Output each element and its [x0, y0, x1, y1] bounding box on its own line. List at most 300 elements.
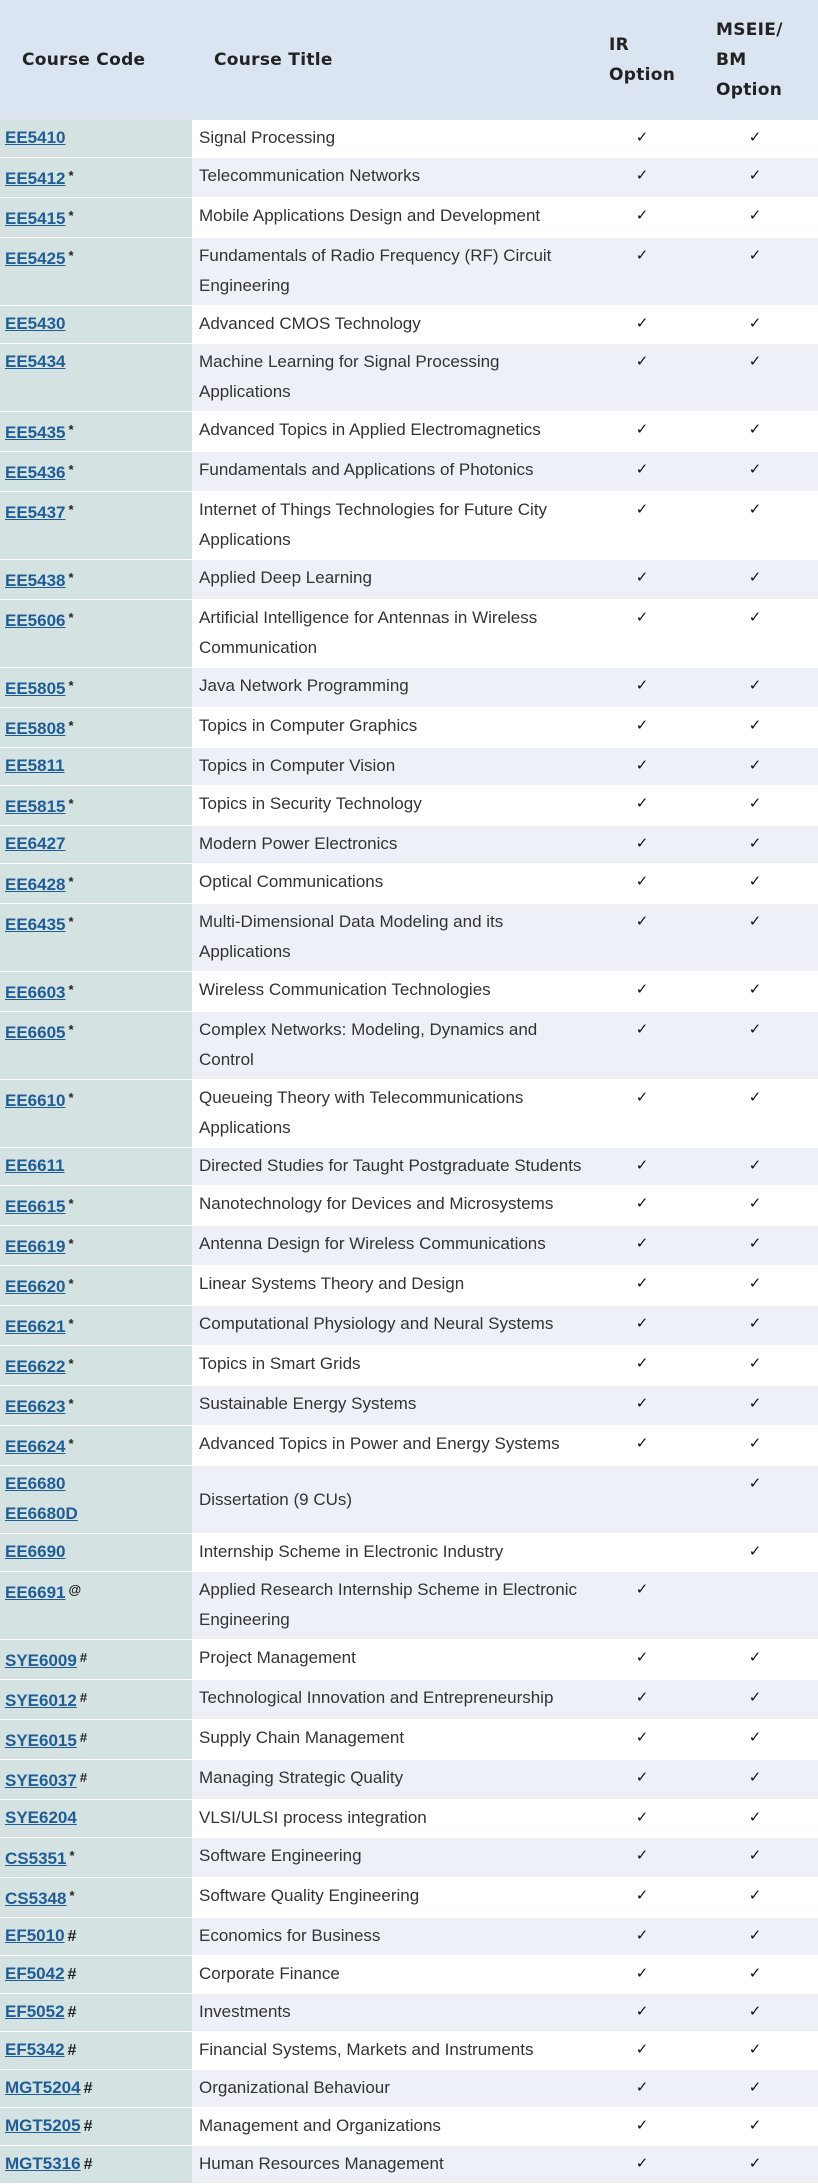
ir-option-cell	[592, 1386, 692, 1426]
course-code-link[interactable]: SYE6012	[5, 1691, 77, 1710]
header-ir-line: IR	[609, 35, 630, 55]
course-title-cell	[192, 826, 592, 864]
course-code-line	[5, 2111, 191, 2142]
header-course-title: Course Title	[214, 50, 333, 70]
course-code-line	[5, 563, 191, 596]
course-footnote-mark: *	[68, 1396, 74, 1411]
course-title-cell	[192, 1878, 592, 1918]
course-code-cell	[0, 1012, 192, 1080]
header-ms-line: Option	[716, 80, 783, 100]
check-mark-icon: ✓	[635, 2079, 649, 2096]
course-code-link[interactable]: CS5351	[5, 1849, 67, 1868]
check-mark-icon: ✓	[635, 207, 649, 224]
mseie-bm-option-cell	[692, 904, 818, 972]
course-code-cell	[0, 668, 192, 708]
course-title-cell	[192, 1386, 592, 1426]
check-mark-icon: ✓	[635, 873, 649, 890]
mseie-bm-option-cell	[692, 1148, 818, 1186]
course-code-cell	[0, 1306, 192, 1346]
check-mark-icon: ✓	[748, 247, 762, 264]
table-row	[0, 708, 818, 748]
course-title-line: Engineering	[199, 276, 290, 295]
course-footnote-mark: *	[68, 796, 74, 811]
check-mark-icon: ✓	[635, 421, 649, 438]
check-mark-icon: ✓	[635, 1847, 649, 1864]
course-code-cell	[0, 2108, 192, 2146]
ir-option-cell	[592, 1878, 692, 1918]
course-code-cell	[0, 306, 192, 344]
course-code-link[interactable]: EE6680	[5, 1474, 66, 1493]
course-code-line	[5, 975, 191, 1008]
course-code-cell	[0, 748, 192, 786]
ir-option-cell	[592, 2032, 692, 2070]
mseie-bm-option-cell	[692, 1720, 818, 1760]
ir-option-cell	[592, 1800, 692, 1838]
check-mark-icon: ✓	[748, 1475, 762, 1492]
check-mark-icon: ✓	[635, 1581, 649, 1598]
check-mark-icon: ✓	[748, 981, 762, 998]
course-title-cell	[192, 1800, 592, 1838]
ir-option-cell	[592, 306, 692, 344]
course-code-line	[5, 1229, 191, 1262]
check-mark-icon: ✓	[635, 2155, 649, 2172]
course-code-line	[5, 2073, 191, 2104]
check-mark-icon: ✓	[748, 315, 762, 332]
course-title-cell	[192, 412, 592, 452]
check-mark-icon: ✓	[635, 1089, 649, 1106]
table-row	[0, 238, 818, 306]
table-row	[0, 1466, 818, 1534]
mseie-bm-option-cell	[692, 492, 818, 560]
course-code-link[interactable]: EE5808	[5, 719, 66, 738]
ir-option-cell	[592, 904, 692, 972]
check-mark-icon: ✓	[748, 873, 762, 890]
check-mark-icon: ✓	[748, 677, 762, 694]
course-title-line: Corporate Finance	[199, 1964, 340, 1983]
table-row	[0, 1800, 818, 1838]
check-mark-icon: ✓	[748, 1965, 762, 1982]
check-mark-icon: ✓	[748, 1355, 762, 1372]
table-row	[0, 1080, 818, 1148]
course-code-link[interactable]: EF5052	[5, 2002, 65, 2021]
course-footnote-mark: *	[68, 610, 74, 625]
check-mark-icon: ✓	[748, 1927, 762, 1944]
course-title-line: Managing Strategic Quality	[199, 1768, 404, 1787]
course-footnote-mark: #	[79, 1690, 88, 1705]
course-title-cell	[192, 1760, 592, 1800]
course-code-link[interactable]: EE6623	[5, 1397, 66, 1416]
mseie-bm-option-cell	[692, 1572, 818, 1640]
course-code-link[interactable]: EE6690	[5, 1542, 66, 1561]
check-mark-icon: ✓	[635, 981, 649, 998]
course-footnote-mark: #	[67, 1928, 77, 1945]
check-mark-icon: ✓	[635, 757, 649, 774]
ir-option-cell	[592, 668, 692, 708]
course-title-cell	[192, 1956, 592, 1994]
check-mark-icon: ✓	[635, 717, 649, 734]
check-mark-icon: ✓	[635, 129, 649, 146]
course-code-link[interactable]: EE6615	[5, 1197, 66, 1216]
course-footnote-mark: *	[68, 1090, 74, 1105]
course-title-line: Human Resources Management	[199, 2154, 444, 2173]
mseie-bm-option-cell	[692, 668, 818, 708]
course-code-link[interactable]: EE5430	[5, 314, 66, 333]
table-row	[0, 1386, 818, 1426]
mseie-bm-option-cell	[692, 1186, 818, 1226]
course-code-link[interactable]: EE5415	[5, 209, 66, 228]
ir-option-cell	[592, 1640, 692, 1680]
table-header-row	[0, 0, 818, 120]
course-footnote-mark: *	[68, 570, 74, 585]
course-title-line: Advanced Topics in Applied Electromagnetics	[199, 420, 541, 439]
course-code-cell	[0, 1426, 192, 1466]
ir-option-cell	[592, 120, 692, 158]
course-code-link[interactable]: EE6428	[5, 875, 66, 894]
ir-option-cell	[592, 1838, 692, 1878]
header-mseie-bm-option	[692, 0, 818, 120]
course-code-link[interactable]: EE5434	[5, 352, 66, 371]
course-code-cell	[0, 158, 192, 198]
course-title-cell	[192, 1918, 592, 1956]
course-code-link[interactable]: EE6603	[5, 983, 66, 1002]
mseie-bm-option-cell	[692, 2108, 818, 2146]
course-code-link[interactable]: EE5437	[5, 503, 66, 522]
course-code-line	[5, 1151, 191, 1181]
course-code-cell	[0, 972, 192, 1012]
mseie-bm-option-cell	[692, 1800, 818, 1838]
check-mark-icon: ✓	[635, 461, 649, 478]
course-title-line: Computational Physiology and Neural Systems	[199, 1314, 554, 1333]
mseie-bm-option-cell	[692, 198, 818, 238]
mseie-bm-option-cell	[692, 452, 818, 492]
table-row	[0, 1760, 818, 1800]
table-row	[0, 1956, 818, 1994]
course-code-cell	[0, 1572, 192, 1640]
table-row	[0, 492, 818, 560]
course-code-link[interactable]: EE5811	[5, 756, 65, 775]
check-mark-icon: ✓	[635, 795, 649, 812]
course-code-cell	[0, 1148, 192, 1186]
table-row	[0, 2108, 818, 2146]
table-row	[0, 2070, 818, 2108]
mseie-bm-option-cell	[692, 1012, 818, 1080]
table-row	[0, 2032, 818, 2070]
mseie-bm-option-cell	[692, 972, 818, 1012]
course-code-link[interactable]: EF5010	[5, 1926, 65, 1945]
course-footnote-mark: *	[68, 462, 74, 477]
course-code-line	[5, 1349, 191, 1382]
check-mark-icon: ✓	[748, 1769, 762, 1786]
mseie-bm-option-cell	[692, 1080, 818, 1148]
check-mark-icon: ✓	[635, 2003, 649, 2020]
table-row	[0, 560, 818, 600]
course-title-line: Artificial Intelligence for Antennas in Wireless	[199, 608, 538, 627]
course-code-link[interactable]: MGT5205	[5, 2116, 81, 2135]
table-row	[0, 158, 818, 198]
course-code-link[interactable]: EE5606	[5, 611, 66, 630]
ir-option-cell	[592, 1572, 692, 1640]
course-code-link[interactable]: EE6621	[5, 1317, 66, 1336]
course-title-cell	[192, 864, 592, 904]
mseie-bm-option-cell	[692, 1226, 818, 1266]
check-mark-icon: ✓	[635, 167, 649, 184]
table-row	[0, 412, 818, 452]
course-title-line: Multi-Dimensional Data Modeling and its	[199, 912, 504, 931]
course-code-line	[5, 1881, 191, 1914]
course-title-line: Applications	[199, 530, 291, 549]
course-title-cell	[192, 1266, 592, 1306]
check-mark-icon: ✓	[748, 2155, 762, 2172]
course-code-link[interactable]: EE6620	[5, 1277, 66, 1296]
header-ir-line: Option	[609, 65, 676, 85]
check-mark-icon: ✓	[748, 1887, 762, 1904]
course-title-line: Queueing Theory with Telecommunications	[199, 1088, 524, 1107]
course-code-link[interactable]: EE5815	[5, 797, 66, 816]
course-code-line	[5, 1537, 191, 1567]
course-title-cell	[192, 2032, 592, 2070]
check-mark-icon: ✓	[748, 1021, 762, 1038]
course-code-link[interactable]: MGT5204	[5, 2078, 81, 2097]
course-title-line: VLSI/ULSI process integration	[199, 1808, 427, 1827]
mseie-bm-option-cell	[692, 748, 818, 786]
table-row	[0, 1720, 818, 1760]
course-code-link[interactable]: EE6680D	[5, 1504, 78, 1523]
table-row	[0, 306, 818, 344]
mseie-bm-option-cell	[692, 786, 818, 826]
course-code-cell	[0, 600, 192, 668]
course-title-line: Topics in Security Technology	[199, 794, 422, 813]
course-title-cell	[192, 1012, 592, 1080]
course-title-line: Control	[199, 1050, 254, 1069]
course-code-cell	[0, 2032, 192, 2070]
course-code-cell	[0, 1800, 192, 1838]
course-code-cell	[0, 1878, 192, 1918]
table-row	[0, 1838, 818, 1878]
header-course-code: Course Code	[22, 50, 146, 70]
course-code-link[interactable]: EE6605	[5, 1023, 66, 1042]
course-title-cell	[192, 1534, 592, 1572]
course-footnote-mark: *	[68, 718, 74, 733]
course-code-link[interactable]: EE6691	[5, 1583, 66, 1602]
ir-option-cell	[592, 1760, 692, 1800]
check-mark-icon: ✓	[635, 1689, 649, 1706]
table-row	[0, 1186, 818, 1226]
course-footnote-mark: #	[83, 2156, 93, 2173]
check-mark-icon: ✓	[748, 757, 762, 774]
check-mark-icon: ✓	[635, 1965, 649, 1982]
course-title-line: Applications	[199, 1118, 291, 1137]
mseie-bm-option-cell	[692, 1994, 818, 2032]
check-mark-icon: ✓	[635, 677, 649, 694]
course-title-cell	[192, 1080, 592, 1148]
mseie-bm-option-cell	[692, 1306, 818, 1346]
check-mark-icon: ✓	[635, 501, 649, 518]
ir-option-cell	[592, 1994, 692, 2032]
check-mark-icon: ✓	[635, 609, 649, 626]
check-mark-icon: ✓	[748, 835, 762, 852]
course-code-link[interactable]: EE6622	[5, 1357, 66, 1376]
course-code-cell	[0, 2146, 192, 2184]
course-code-line	[5, 1083, 191, 1116]
check-mark-icon: ✓	[748, 1435, 762, 1452]
course-title-line: Sustainable Energy Systems	[199, 1394, 417, 1413]
course-code-cell	[0, 198, 192, 238]
table-row	[0, 1572, 818, 1640]
mseie-bm-option-cell	[692, 1760, 818, 1800]
ir-option-cell	[592, 708, 692, 748]
course-title-cell	[192, 786, 592, 826]
course-code-line	[5, 1643, 191, 1676]
course-footnote-mark: *	[68, 248, 74, 263]
course-code-link[interactable]: EE5436	[5, 463, 66, 482]
header-ms-line: MSEIE/	[716, 20, 783, 40]
course-code-cell	[0, 708, 192, 748]
check-mark-icon: ✓	[748, 1543, 762, 1560]
course-title-line: Applied Deep Learning	[199, 568, 372, 587]
course-code-link[interactable]: EE6611	[5, 1156, 65, 1175]
course-title-cell	[192, 306, 592, 344]
course-code-line	[5, 1469, 191, 1499]
check-mark-icon: ✓	[748, 501, 762, 518]
table-row	[0, 1534, 818, 1572]
course-code-link[interactable]: EE6610	[5, 1091, 66, 1110]
mseie-bm-option-cell	[692, 1534, 818, 1572]
course-code-cell	[0, 344, 192, 412]
check-mark-icon: ✓	[635, 2041, 649, 2058]
course-code-line	[5, 2035, 191, 2066]
course-title-line: Organizational Behaviour	[199, 2078, 390, 2097]
course-title-line: Linear Systems Theory and Design	[199, 1274, 465, 1293]
mseie-bm-option-cell	[692, 1466, 818, 1534]
ir-option-cell	[592, 1918, 692, 1956]
course-code-cell	[0, 1080, 192, 1148]
course-code-link[interactable]: EF5342	[5, 2040, 65, 2059]
course-title-line: Telecommunication Networks	[199, 166, 421, 185]
check-mark-icon: ✓	[635, 247, 649, 264]
table-row	[0, 1640, 818, 1680]
mseie-bm-option-cell	[692, 1266, 818, 1306]
ir-option-cell	[592, 238, 692, 306]
course-title-cell	[192, 1426, 592, 1466]
course-title-line: Topics in Computer Graphics	[199, 716, 418, 735]
table-row	[0, 748, 818, 786]
course-code-link[interactable]: EF5042	[5, 1964, 65, 1983]
ir-option-cell	[592, 198, 692, 238]
course-table-body	[0, 120, 818, 2184]
course-code-line	[5, 1189, 191, 1222]
ir-option-cell	[592, 1720, 692, 1760]
table-row	[0, 1426, 818, 1466]
course-title-line: Internship Scheme in Electronic Industry	[199, 1542, 504, 1561]
course-code-line	[5, 1499, 191, 1529]
mseie-bm-option-cell	[692, 1426, 818, 1466]
check-mark-icon: ✓	[635, 1355, 649, 1372]
course-title-cell	[192, 1640, 592, 1680]
course-code-cell	[0, 1266, 192, 1306]
ir-option-cell	[592, 158, 692, 198]
check-mark-icon: ✓	[748, 717, 762, 734]
mseie-bm-option-cell	[692, 1640, 818, 1680]
course-code-link[interactable]: SYE6009	[5, 1651, 77, 1670]
course-code-cell	[0, 1994, 192, 2032]
check-mark-icon: ✓	[635, 1235, 649, 1252]
course-title-line: Investments	[199, 2002, 291, 2021]
course-code-link[interactable]: CS5348	[5, 1889, 67, 1908]
course-code-link[interactable]: SYE6015	[5, 1731, 77, 1750]
table-row	[0, 600, 818, 668]
check-mark-icon: ✓	[635, 1809, 649, 1826]
course-title-cell	[192, 708, 592, 748]
check-mark-icon: ✓	[748, 167, 762, 184]
course-code-cell	[0, 1760, 192, 1800]
course-code-link[interactable]: EE5805	[5, 679, 66, 698]
course-code-link[interactable]: EE6427	[5, 834, 66, 853]
table-row	[0, 1306, 818, 1346]
check-mark-icon: ✓	[748, 1809, 762, 1826]
course-footnote-mark: *	[68, 982, 74, 997]
course-title-line: Optical Communications	[199, 872, 384, 891]
check-mark-icon: ✓	[635, 315, 649, 332]
course-code-line	[5, 1429, 191, 1462]
course-code-line	[5, 671, 191, 704]
check-mark-icon: ✓	[748, 1195, 762, 1212]
course-footnote-mark: #	[67, 2004, 77, 2021]
course-code-link[interactable]: EE6435	[5, 915, 66, 934]
course-code-line	[5, 907, 191, 940]
course-footnote-mark: #	[79, 1730, 88, 1745]
check-mark-icon: ✓	[748, 1275, 762, 1292]
course-code-link[interactable]: MGT5316	[5, 2154, 81, 2173]
course-code-line	[5, 241, 191, 274]
check-mark-icon: ✓	[635, 1729, 649, 1746]
check-mark-icon: ✓	[635, 913, 649, 930]
course-code-link[interactable]: EE6619	[5, 1237, 66, 1256]
course-code-line	[5, 2149, 191, 2180]
course-code-link[interactable]: SYE6037	[5, 1771, 77, 1790]
check-mark-icon: ✓	[748, 2041, 762, 2058]
mseie-bm-option-cell	[692, 344, 818, 412]
course-code-link[interactable]: EE5438	[5, 571, 66, 590]
course-footnote-mark: *	[68, 422, 74, 437]
ir-option-cell	[592, 786, 692, 826]
course-title-line: Mobile Applications Design and Development	[199, 206, 541, 225]
course-code-link[interactable]: EE5410	[5, 128, 66, 147]
course-code-link[interactable]: EE5412	[5, 169, 66, 188]
course-code-cell	[0, 560, 192, 600]
table-row	[0, 1148, 818, 1186]
ir-option-cell	[592, 1534, 692, 1572]
ir-option-cell	[592, 1226, 692, 1266]
course-title-line: Technological Innovation and Entrepreneurship	[199, 1688, 554, 1707]
course-title-line: Software Quality Engineering	[199, 1886, 420, 1905]
mseie-bm-option-cell	[692, 600, 818, 668]
course-footnote-mark: #	[83, 2080, 93, 2097]
course-code-cell	[0, 1640, 192, 1680]
course-title-cell	[192, 1466, 592, 1534]
ir-option-cell	[592, 1956, 692, 1994]
check-mark-icon: ✓	[635, 1887, 649, 1904]
course-code-link[interactable]: EE5435	[5, 423, 66, 442]
table-row	[0, 1226, 818, 1266]
course-code-line	[5, 789, 191, 822]
course-title-cell	[192, 344, 592, 412]
course-code-link[interactable]: EE6624	[5, 1437, 66, 1456]
course-code-link[interactable]: EE5425	[5, 249, 66, 268]
course-code-line	[5, 751, 191, 781]
ir-option-cell	[592, 2108, 692, 2146]
course-code-link[interactable]: SYE6204	[5, 1808, 77, 1827]
course-title-line: Java Network Programming	[199, 676, 409, 695]
